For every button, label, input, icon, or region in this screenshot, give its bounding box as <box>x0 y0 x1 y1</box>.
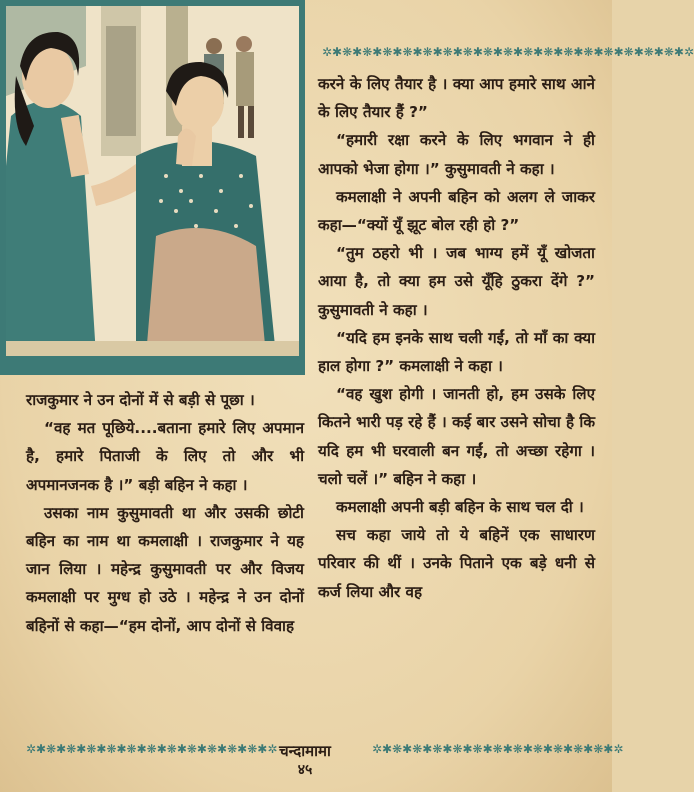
illustration-art <box>6 6 299 356</box>
page-number: ४५ <box>297 762 313 778</box>
decorative-border-top: ✲✱❋✱❋✱❋✱❋✱❋✱❋✱❋✱❋✱❋✱❋✱❋✱❋✱❋✱❋✱❋✱❋✱❋✱✲ <box>322 45 694 59</box>
paragraph: “हमारी रक्षा करने के लिए भगवान ने ही आपको भेजा होगा ।” कुसुमावती ने कहा । <box>318 131 595 178</box>
paragraph: करने के लिए तैयार है । क्या आप हमारे साथ आने के लिए तैयार हैं ?” <box>318 75 595 122</box>
paragraph: उसका नाम कुसुमावती था और उसकी छोटी बहिन का नाम था कमलाक्षी । राजकुमार ने यह जान लिया । महेन्द्र कुसुमावती पर और विजय कमलाक्षी पर मुग्ध हो उठे । महेन्द्र ने उन दोनों बहिनों से कहा—“हम दोनों, आप दोनों से विवाह <box>26 503 304 635</box>
left-text-column <box>26 386 304 640</box>
decorative-border-bottom-right: ✲✱❋✱❋✱❋✱❋✱❋✱❋✱❋✱❋✱❋✱❋✱❋✱✲ <box>372 742 624 756</box>
paragraph: कमलाक्षी ने अपनी बहिन को अलग ले जाकर कहा—“क्यों यूँ झूट बोल रही हो ?” <box>318 187 595 235</box>
paragraph: राजकुमार ने उन दोनों में से बड़ी से पूछा । <box>26 391 255 409</box>
paragraph: “तुम ठहरो भी । जब भाग्य हमें यूँ खोजता आया है, तो क्या हम उसे यूँहि ठुकरा देंगे ?” कुसुमावती ने कहा । <box>318 244 595 319</box>
decorative-border-bottom-left: ✲✱❋✱❋✱❋✱❋✱❋✱❋✱❋✱❋✱❋✱❋✱❋✱✲ <box>26 742 278 756</box>
right-text-column <box>318 70 595 606</box>
paragraph: “यदि हम इनके साथ चली गईं, तो माँ का क्या हाल होगा ?” कमलाक्षी ने कहा । <box>318 328 595 376</box>
magazine-name: चन्दामामा <box>279 742 331 760</box>
paragraph: “वह खुश होगी । जानती हो, हम उसके लिए कितने भारी पड़ रहे हैं । कई बार उसने सोचा है कि यदि हम भी घरवाली बन गईं, तो अच्छा रहेगा । चलो चलें ।” बहिन ने कहा । <box>318 385 595 488</box>
story-illustration <box>0 0 305 375</box>
paragraph: “वह मत पूछिये....बताना हमारे लिए अपमान है, हमारे पिताजी के लिए तो और भी अपमानजनक है ।” बड़ी बहिन ने कहा । <box>26 419 304 494</box>
paragraph: कमलाक्षी अपनी बड़ी बहिन के साथ चल दी । <box>336 498 584 517</box>
paragraph: सच कहा जाये तो ये बहिनें एक साधारण परिवार की थीं । उनके पिताने एक बड़े धनी से कर्ज लिया और वह <box>318 526 595 601</box>
